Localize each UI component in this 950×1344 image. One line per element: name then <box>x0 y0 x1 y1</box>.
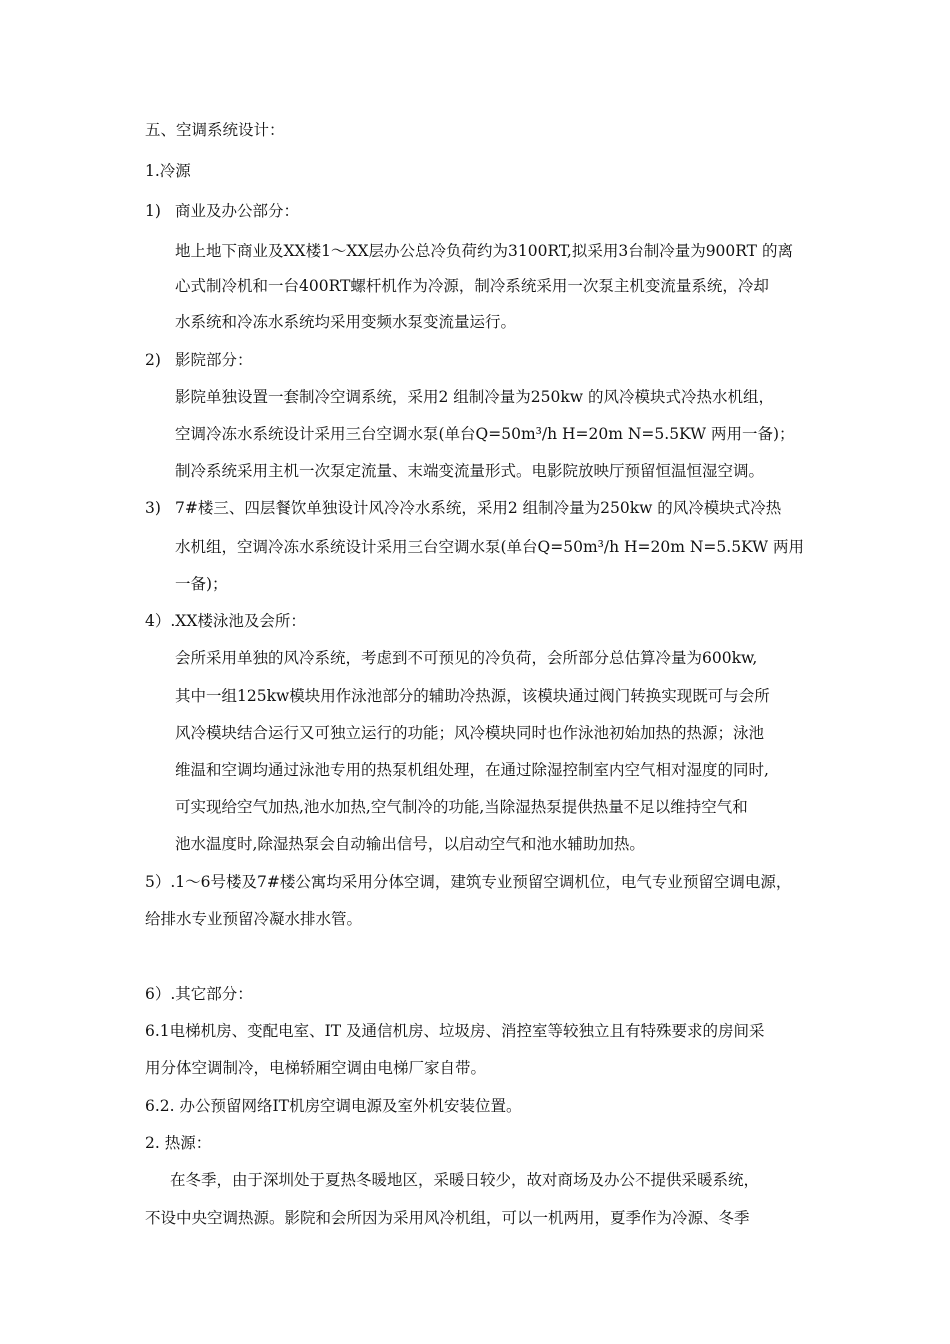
paragraph-line: 不设中央空调热源。影院和会所因为采用风冷机组，可以一机两用，夏季作为冷源、冬季 <box>145 1209 750 1227</box>
cold-source-heading: 1.冷源 <box>145 162 191 180</box>
heat-source-heading: 2. 热源： <box>145 1134 212 1152</box>
paragraph-line: 用分体空调制冷，电梯轿厢空调由电梯厂家自带。 <box>145 1059 487 1077</box>
subsection-title: 商业及办公部分： <box>175 202 300 220</box>
paragraph-line: 水系统和冷冻水系统均采用变频水泵变流量运行。 <box>175 313 517 331</box>
paragraph-line: 池水温度时,除湿热泵会自动输出信号，以启动空气和池水辅助加热。 <box>175 835 645 853</box>
paragraph-line: 制冷系统采用主机一次泵定流量、末端变流量形式。电影院放映厅预留恒温恒湿空调。 <box>175 462 765 480</box>
subsection-number: 1) <box>145 202 161 220</box>
paragraph-line: 其中一组125kw模块用作泳池部分的辅助冷热源，该模块通过阀门转换实现既可与会所 <box>175 687 770 705</box>
paragraph-line: 影院单独设置一套制冷空调系统，采用2 组制冷量为250kw 的风冷模块式冷热水机组， <box>175 388 774 406</box>
paragraph-line: 5）.1～6号楼及7#楼公寓均采用分体空调，建筑专业预留空调机位，电气专业预留空调电源， <box>145 873 792 891</box>
paragraph-line: 在冬季，由于深圳处于夏热冬暖地区，采暖日较少，故对商场及办公不提供采暖系统， <box>170 1171 760 1189</box>
paragraph-line: 7#楼三、四层餐饮单独设计风冷冷水系统，采用2 组制冷量为250kw 的风冷模块式冷热 <box>175 499 782 517</box>
section-title: 五、空调系统设计： <box>145 121 285 139</box>
paragraph-line: 水机组，空调冷冻水系统设计采用三台空调水泵(单台Q=50m³/h H=20m N=5.5KW 两用 <box>175 538 804 556</box>
subsection-number: 3) <box>145 499 161 517</box>
paragraph-line: 风冷模块结合运行又可独立运行的功能；风冷模块同时也作泳池初始加热的热源；泳池 <box>175 724 765 742</box>
subsection-title: 4）.XX楼泳池及会所： <box>145 612 306 630</box>
paragraph-line: 会所采用单独的风冷系统，考虑到不可预见的冷负荷，会所部分总估算冷量为600kw, <box>175 649 758 667</box>
paragraph-line: 维温和空调均通过泳池专用的热泵机组处理，在通过除湿控制室内空气相对湿度的同时, <box>175 761 769 779</box>
paragraph-line: 6.2. 办公预留网络IT机房空调电源及室外机安装位置。 <box>145 1097 522 1115</box>
subsection-title: 6）.其它部分： <box>145 985 253 1003</box>
subsection-title: 影院部分： <box>175 351 253 369</box>
paragraph-line: 可实现给空气加热,池水加热,空气制冷的功能,当除湿热泵提供热量不足以维持空气和 <box>175 798 748 816</box>
paragraph-line: 给排水专业预留冷凝水排水管。 <box>145 910 363 928</box>
subsection-number: 2) <box>145 351 161 369</box>
paragraph-line: 一备)； <box>175 575 228 593</box>
paragraph-line: 地上地下商业及XX楼1～XX层办公总冷负荷约为3100RT,拟采用3台制冷量为900RT 的离 <box>175 242 793 260</box>
paragraph-line: 空调冷冻水系统设计采用三台空调水泵(单台Q=50m³/h H=20m N=5.5KW 两用一备)； <box>175 425 795 443</box>
paragraph-line: 6.1电梯机房、变配电室、IT 及通信机房、垃圾房、消控室等较独立且有特殊要求的房间采 <box>145 1022 765 1040</box>
paragraph-line: 心式制冷机和一台400RT螺杆机作为冷源，制冷系统采用一次泵主机变流量系统，冷却 <box>175 277 769 295</box>
